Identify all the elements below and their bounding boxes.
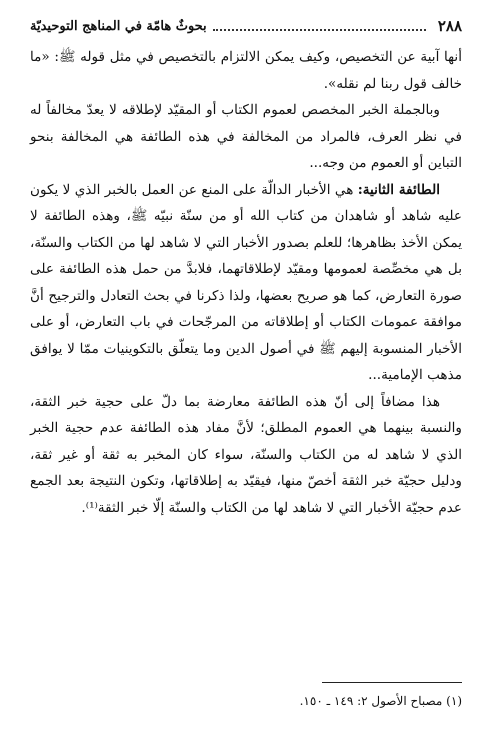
paragraph-1 xyxy=(30,44,462,97)
footnote: (١) مصباح الأصول ٢: ١٤٩ ـ ١٥٠. xyxy=(299,694,462,708)
paragraph-2-text: وبالجملة الخبر المخصص لعموم الكتاب أو المقيّد لإطلاقه لا يعدّ مخالفاً له في نظر العرف، فالمراد من المخالفة في هذه الطائفة هي المخالفة بنحو التباين أو العموم من وجه... xyxy=(30,102,462,171)
running-title: بحوثٌ هامّة في المناهج التوحيديّة xyxy=(30,18,207,34)
page-number: ٢٨٨ xyxy=(437,17,462,35)
paragraph-3-text: هي الأخبار الدالّة على المنع عن العمل بالخبر الذي لا يكون عليه شاهد أو شاهدان من كتاب الله أو من سنّة نبيّه ﷺ، وهذه الطائفة لا يمكن الأخذ بظاهرها؛ للعلم بصدور الأخبار التي لا شاهد لها من الكتاب والسنّة، بل هي مخصِّصة لعمومها ومقيّد لإطلاقاتهما، فلابدَّ من حمل هذه الطائفة على صورة التعارض، كما هو صريح بعضها، ولذا ذكرنا في بحث التعادل والترجيح أنَّ موافقة عمومات الكتاب أو إطلاقاته من المرجّحات في باب التعارض، أو على الأخبار المنسوبة إليهم ﷺ في أصول الدين وما يتعلّق بالتكوينيات ممّا لا يوافق مذهب الإمامية... xyxy=(30,181,462,383)
paragraph-1-text: أنها آبية عن التخصيص، وكيف يمكن الالتزام بالتخصيص في مثل قوله ﷺ: «ما خالف قول ربنا لم نقله». xyxy=(30,49,462,92)
body-text xyxy=(30,44,462,521)
footnote-separator xyxy=(322,682,462,683)
paragraph-3 xyxy=(30,177,462,389)
paragraph-4 xyxy=(30,389,462,522)
paragraph-3-heading: الطائفة الثانية: xyxy=(357,181,440,198)
running-header xyxy=(30,14,462,38)
paragraph-4-text: هذا مضافاً إلى أنّ هذه الطائفة معارضة بما دلّ على حجية خبر الثقة، والنسبة بينهما هي العموم المطلق؛ لأنَّ مفاد هذه الطائفة عدم حجية الخبر الذي لا شاهد له من الكتاب والسنّة، سواء كان المخبر به ثقة أو غير ثقة، ودليل حجيّة خبر الثقة أخصّ منها، فيقيّد به إطلاقاتها، وتكون النتيجة بعد الجمع عدم حجيّة الأخبار التي لا شاهد لها من الكتاب والسنّة إلّا خبر الثقة⁽¹⁾. xyxy=(30,393,462,516)
paragraph-2 xyxy=(30,97,462,177)
header-dot-leader xyxy=(213,21,426,31)
